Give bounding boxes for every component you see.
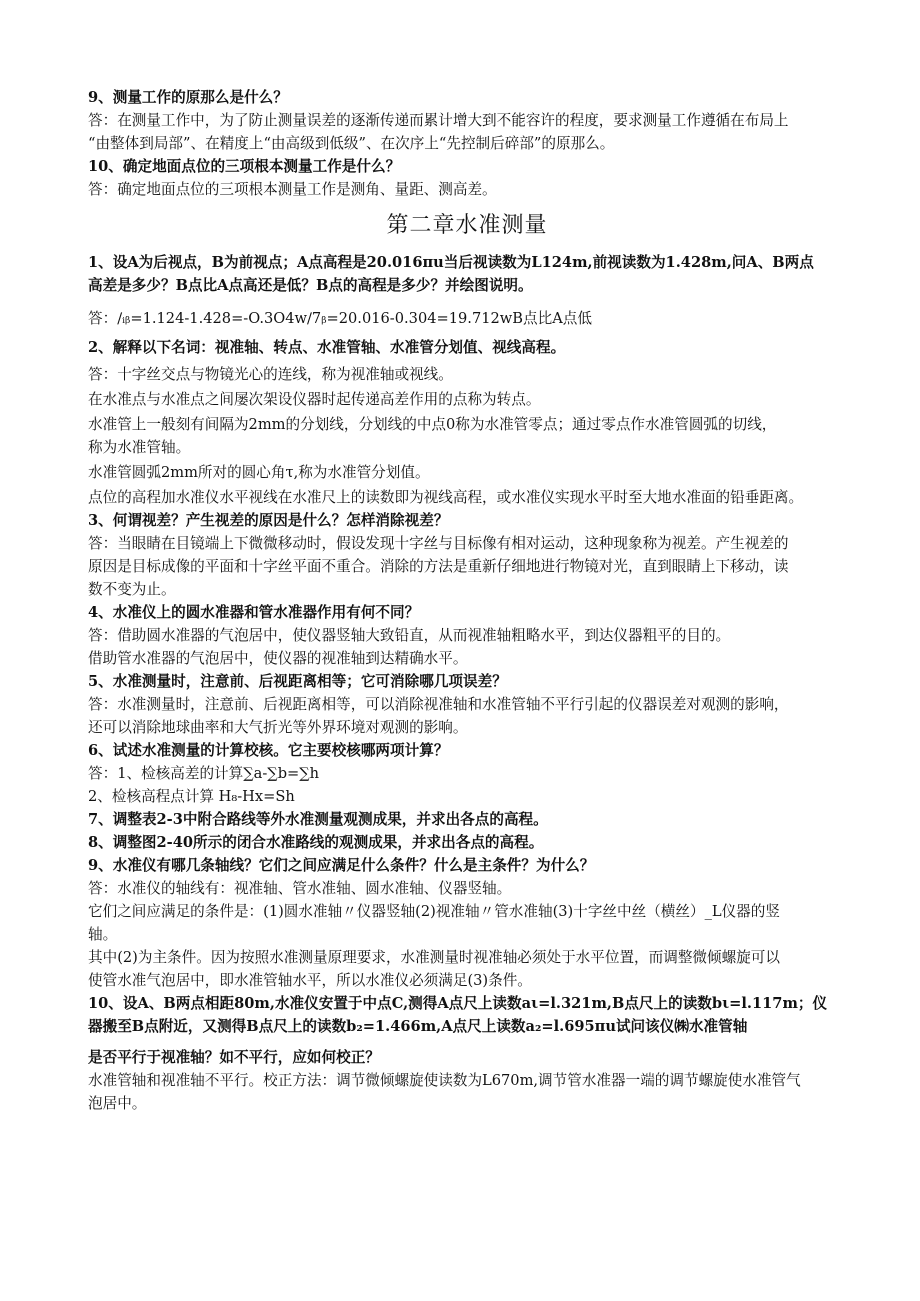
chapter-title: 第二章水准测量: [386, 213, 548, 238]
answer-line: 水准管轴和视准轴不平行。校正方法：调节微倾螺旋使读数为L670m,调节管水准器一端的调节螺旋使水准管气: [88, 1072, 801, 1089]
answer-line: 原因是目标成像的平面和十字丝平面不重合。消除的方法是重新仔细地进行物镜对光，直到眼睛上下移动，读: [88, 558, 789, 575]
answer-line: 2、检核高程点计算 H₈-Hx=Sh: [88, 788, 295, 805]
answer-line: 轴。: [88, 926, 118, 943]
question-6: 6、试述水准测量的计算校核。它主要校核哪两项计算？: [88, 742, 449, 759]
answer-line: 在水准点与水准点之间屡次架设仪器时起传递高差作用的点称为转点。: [88, 391, 541, 408]
answer-line: “由整体到局部”、在精度上“由高级到低级”、在次序上“先控制后碎部”的原那么。: [88, 135, 615, 152]
answer-line: 答：在测量工作中，为了防止测量误差的逐渐传递而累计增大到不能容许的程度，要求测量工作遵循在布局上: [88, 112, 789, 129]
question-10: 10、确定地面点位的三项根本测量工作是什么？: [88, 158, 401, 175]
question-10b-cont: 器搬至B点附近，又测得B点尺上的读数b₂=1.466m,A点尺上读数a₂=l.695πu试问该仪㈱水准管轴: [88, 1018, 748, 1035]
question-9: 9、测量工作的原那么是什么？: [88, 89, 288, 106]
answer-line: 答：借助圆水准器的气泡居中，使仪器竖轴大致铅直，从而视准轴粗略水平，到达仪器粗平的目的。: [88, 627, 731, 644]
answer-line: 泡居中。: [88, 1095, 147, 1112]
question-8: 8、调整图2-40所示的闭合水准路线的观测成果，并求出各点的高程。: [88, 834, 544, 851]
answer-line: 答：∕ᵢᵦ=1.124-1.428=-O.3O4w∕7ᵦ=20.016-0.304=19.712wB点比A点低: [88, 310, 592, 327]
answer-line: 数不变为止。: [88, 581, 176, 598]
answer-line: 还可以消除地球曲率和大气折光等外界环境对观测的影响。: [88, 719, 468, 736]
answer-line: 使管水准气泡居中，即水准管轴水平，所以水准仪必须满足(3)条件。: [88, 972, 532, 989]
question-10b: 10、设A、B两点相距80m,水准仪安置于中点C,测得A点尺上读数aι=l.321m,B点尺上的读数bι=l.117m；仪: [88, 995, 828, 1012]
answer-line: 答：当眼睛在目镜端上下微微移动时，假设发现十字丝与目标像有相对运动，这种现象称为视差。产生视差的: [88, 535, 789, 552]
question-4: 4、水准仪上的圆水准器和管水准器作用有何不同？: [88, 604, 420, 621]
answer-line: 答：水准测量时，注意前、后视距离相等，可以消除视准轴和水准管轴不平行引起的仪器误差对观测的影响，: [88, 696, 789, 713]
answer-line: 称为水准管轴。: [88, 439, 191, 456]
answer-line: 借助管水准器的气泡居中，使仪器的视准轴到达精确水平。: [88, 650, 468, 667]
question-1: 1、设A为后视点，B为前视点；A点高程是20.016πu当后视读数为L124m,前视读数为1.428m,问A、B两点: [88, 254, 814, 271]
answer-line: 答：水准仪的轴线有：视准轴、管水准轴、圆水准轴、仪器竖轴。: [88, 880, 512, 897]
answer-line: 答：确定地面点位的三项根本测量工作是测角、量距、测高差。: [88, 181, 497, 198]
answer-line: 水准管圆弧2mm所对的圆心角τ,称为水准管分划值。: [88, 464, 430, 481]
question-10b-cont: 是否平行于视准轴？如不平行，应如何校正？: [88, 1049, 380, 1066]
answer-line: 水准管上一般刻有间隔为2mm的分划线，分划线的中点0称为水准管零点；通过零点作水准管圆弧的切线，: [88, 416, 777, 433]
question-2: 2、解释以下名词：视准轴、转点、水准管轴、水准管分划值、视线高程。: [88, 339, 566, 356]
question-3: 3、何谓视差？产生视差的原因是什么？怎样消除视差？: [88, 512, 449, 529]
question-7: 7、调整表2-3中附合路线等外水准测量观测成果，并求出各点的高程。: [88, 811, 548, 828]
answer-line: 其中(2)为主条件。因为按照水准测量原理要求，水准测量时视准轴必须处于水平位置，而调整微倾螺旋可以: [88, 949, 780, 966]
question-5: 5、水准测量时，注意前、后视距离相等；它可消除哪几项误差？: [88, 673, 507, 690]
question-1-cont: 高差是多少？B点比A点高还是低？B点的高程是多少？并绘图说明。: [88, 277, 533, 294]
answer-line: 答：1、检核高差的计算∑a-∑b=∑h: [88, 765, 320, 782]
question-9b: 9、水准仪有哪几条轴线？它们之间应满足什么条件？什么是主条件？为什么？: [88, 857, 595, 874]
answer-line: 答：十字丝交点与物镜光心的连线，称为视准轴或视线。: [88, 366, 453, 383]
answer-line: 点位的高程加水准仪水平视线在水准尺上的读数即为视线高程，或水准仪实现水平时至大地水准面的铅垂距离。: [88, 489, 804, 506]
answer-line: 它们之间应满足的条件是：(1)圆水准轴〃仪器竖轴(2)视准轴〃管水准轴(3)十字丝中丝（横丝）_L仪器的竖: [88, 903, 780, 920]
